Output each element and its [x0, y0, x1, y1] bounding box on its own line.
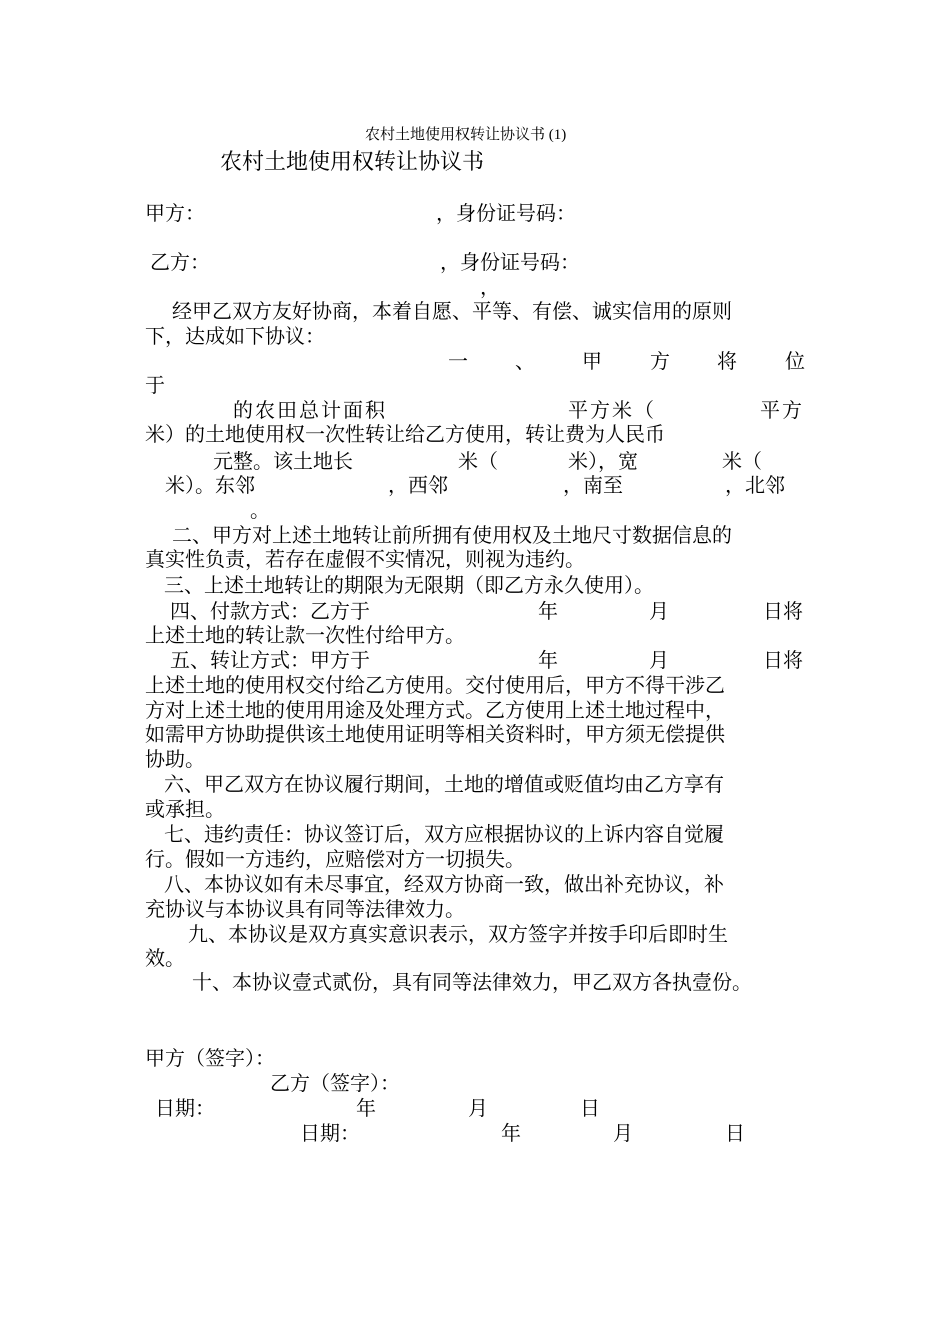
stray-comma: ， — [480, 275, 500, 299]
clause-1-yu: 于 — [145, 373, 165, 397]
document-title: 农村土地使用权转让协议书 — [220, 150, 485, 175]
clause-8-line-2: 充协议与本协议具有同等法律效力。 — [145, 897, 465, 921]
clause-5-line-5: 协助。 — [145, 747, 205, 771]
clause-1-pingfang: 平方 — [760, 398, 804, 422]
party-b-id-label: ，身份证号码： — [440, 250, 580, 274]
clause-5-line-1: 五、转让方式：甲方于 — [170, 648, 370, 672]
running-header: 农村土地使用权转让协议书 (1) — [365, 127, 567, 143]
clause-1-area-label: 的农田总计面积 — [233, 398, 387, 422]
clause-1-sqm: 平方米（ — [568, 398, 656, 422]
party-a-label: 甲方： — [145, 201, 205, 225]
date-a-day: 日 — [580, 1096, 600, 1120]
clause-1-char: 将 — [717, 349, 737, 373]
clause-1-end: 。 — [250, 498, 270, 522]
clause-4-month: 月 — [649, 599, 669, 623]
clause-1-north: ，北邻 — [725, 473, 785, 497]
clause-1-line-4: 米）的土地使用权一次性转让给乙方使用，转让费为人民币 — [145, 422, 665, 446]
clause-4-day: 日将 — [763, 599, 803, 623]
date-b-year: 年 — [501, 1121, 521, 1145]
clause-2-line-2: 真实性负责，若存在虚假不实情况，则视为违约。 — [145, 547, 585, 571]
date-a-month: 月 — [468, 1096, 488, 1120]
clause-1-char: 方 — [650, 349, 670, 373]
date-a-year: 年 — [356, 1096, 376, 1120]
clause-5-day: 日将 — [763, 648, 803, 672]
clause-1-char: 甲 — [582, 349, 602, 373]
clause-1-length: 元整。该土地长 — [213, 449, 353, 473]
clause-9-line-1: 九、本协议是双方真实意识表示，双方签字并按手印后即时生 — [188, 922, 728, 946]
clause-1-west: ，西邻 — [388, 473, 448, 497]
date-b-month: 月 — [613, 1121, 633, 1145]
signature-party-a: 甲方（签字）： — [145, 1046, 275, 1070]
clause-5-line-3: 方对上述土地的使用用途及处理方式。乙方使用上述土地过程中， — [145, 698, 725, 722]
clause-5-year: 年 — [538, 648, 558, 672]
clause-4-line-2: 上述土地的转让款一次性付给甲方。 — [145, 623, 465, 647]
date-b-label: 日期： — [300, 1121, 360, 1145]
clause-7-line-2: 行。假如一方违约，应赔偿对方一切损失。 — [145, 847, 525, 871]
clause-6-line-2: 或承担。 — [145, 797, 225, 821]
intro-line-1: 经甲乙双方友好协商，本着自愿、平等、有偿、诚实信用的原则 — [172, 299, 732, 323]
clause-9-line-2: 效。 — [145, 946, 185, 970]
clause-6-line-1: 六、甲乙双方在协议履行期间，土地的增值或贬值均由乙方享有 — [164, 772, 724, 796]
clause-10: 十、本协议壹式贰份，具有同等法律效力，甲乙双方各执壹份。 — [192, 970, 752, 994]
clause-1-m2: 米（ — [722, 449, 762, 473]
signature-party-b: 乙方（签字）： — [270, 1071, 400, 1095]
clause-2-line-1: 二、甲方对上述土地转让前所拥有使用权及土地尺寸数据信息的 — [172, 523, 732, 547]
clause-5-line-2: 上述土地的使用权交付给乙方使用。交付使用后，甲方不得干涉乙 — [145, 673, 725, 697]
clause-4-line-1: 四、付款方式：乙方于 — [170, 599, 370, 623]
clause-1-m1: 米（ — [458, 449, 498, 473]
clause-3: 三、上述土地转让的期限为无限期（即乙方永久使用）。 — [164, 573, 654, 597]
party-a-id-label: ，身份证号码： — [436, 201, 576, 225]
clause-7-line-1: 七、违约责任：协议签订后，双方应根据协议的上诉内容自觉履 — [164, 822, 724, 846]
clause-1-char: 一 — [448, 349, 468, 373]
clause-1-south: ，南至 — [563, 473, 623, 497]
clause-1-char: 位 — [785, 349, 805, 373]
clause-1-char: 、 — [515, 349, 535, 373]
clause-5-line-4: 如需甲方协助提供该土地使用证明等相关资料时，甲方须无偿提供 — [145, 722, 725, 746]
clause-1-east: 米）。东邻 — [165, 473, 255, 497]
clause-8-line-1: 八、本协议如有未尽事宜，经双方协商一致，做出补充协议，补 — [164, 872, 724, 896]
clause-4-year: 年 — [538, 599, 558, 623]
clause-5-month: 月 — [649, 648, 669, 672]
date-a-label: 日期： — [155, 1096, 215, 1120]
date-b-day: 日 — [725, 1121, 745, 1145]
intro-line-2: 下，达成如下协议： — [145, 324, 325, 348]
party-b-label: 乙方： — [150, 250, 210, 274]
clause-1-width: 米），宽 — [568, 449, 638, 473]
